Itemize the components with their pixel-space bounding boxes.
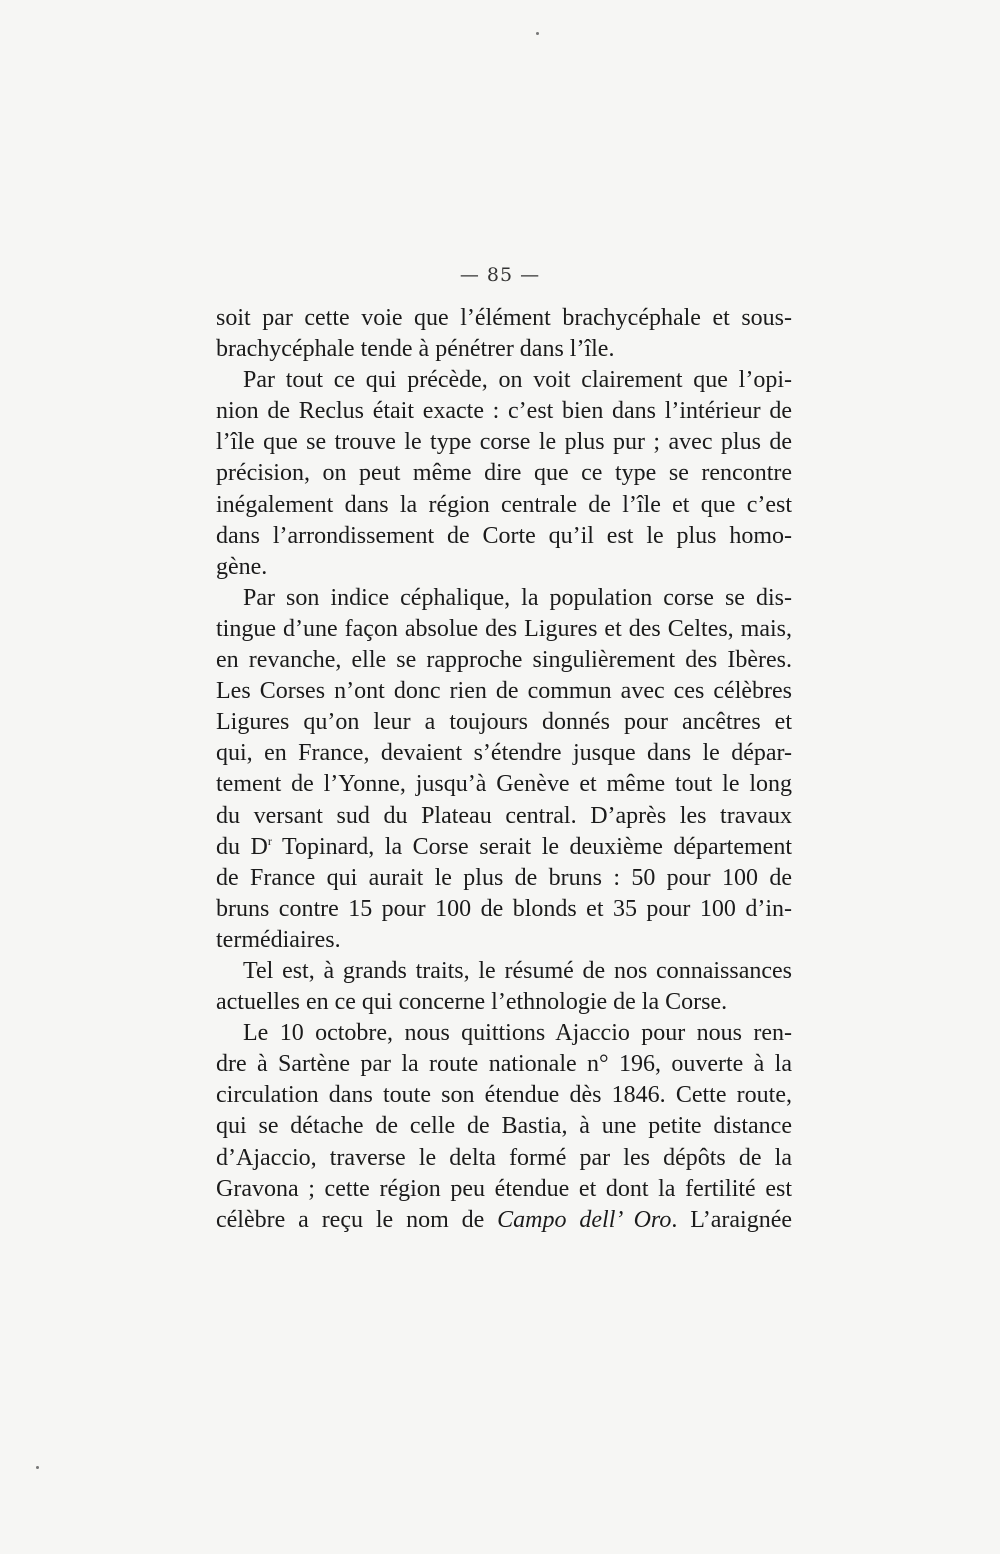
dr-prefix: du D [216, 833, 268, 860]
text-line: circulation dans toute son étendue dès 1846. Cette route, [216, 1082, 792, 1109]
text-line: du versant sud du Plateau central. D’après les travaux [216, 802, 792, 829]
page-number: — 85 — [459, 264, 541, 286]
text-line: dans l’arrondissement de Corte qu’il est le plus homo- [216, 522, 792, 549]
text-line: précision, on peut même dire que ce type se rencontre [216, 460, 792, 487]
text-line: termédiaires. [216, 926, 341, 953]
text-line: qui se détache de celle de Bastia, à une petite distance [216, 1113, 792, 1140]
text-line: tingue d’une façon absolue des Ligures et des Celtes, mais, [216, 615, 792, 642]
text-line: actuelles en ce qui concerne l’ethnologie de la Corse. [216, 989, 728, 1016]
text-line: Gravona ; cette région peu étendue et dont la fertilité est [216, 1175, 792, 1202]
body-text [216, 303, 792, 1236]
text-line: Tel est, à grands traits, le résumé de nos connaissances [243, 957, 792, 984]
text-before-italic: célèbre a reçu le nom de [216, 1206, 498, 1233]
paper-speck [36, 1466, 39, 1469]
italic-place-name: Campo dell’ Oro [497, 1206, 672, 1233]
text-after-italic: . L’araignée [671, 1206, 792, 1233]
text-line: Par son indice céphalique, la population corse se dis- [243, 584, 792, 611]
text-line: de France qui aurait le plus de bruns : 50 pour 100 de [216, 864, 792, 891]
text-line: Les Corses n’ont donc rien de commun avec ces célèbres [216, 678, 792, 705]
text-line: nion de Reclus était exacte : c’est bien dans l’intérieur de [216, 398, 792, 425]
text-line: bruns contre 15 pour 100 de blonds et 35 pour 100 d’in- [216, 895, 792, 922]
text-line: en revanche, elle se rapproche singulièrement des Ibères. [216, 647, 792, 674]
text-line: tement de l’Yonne, jusqu’à Genève et même tout le long [216, 771, 792, 798]
text-line: d’Ajaccio, traverse le delta formé par les dépôts de la [216, 1144, 792, 1171]
text-line: gène. [216, 553, 268, 580]
text-line: l’île que se trouve le type corse le plus pur ; avec plus de [216, 429, 792, 456]
paragraph [216, 1018, 792, 1236]
text-line: soit par cette voie que l’élément brachycéphale et sous- [216, 305, 792, 331]
dr-rest: Topinard, la Corse serait le deuxième département [271, 833, 792, 860]
text-line-dr [216, 832, 792, 863]
paragraph [216, 956, 792, 1018]
text-line-italic [216, 1205, 792, 1236]
text-line: brachycéphale tende à pénétrer dans l’île. [216, 336, 615, 363]
text-line: dre à Sartène par la route nationale n° 196, ouverte à la [216, 1051, 792, 1078]
text-line: Le 10 octobre, nous quittions Ajaccio pour nous ren- [243, 1020, 792, 1047]
text-line: Par tout ce qui précède, on voit clairement que l’opi- [243, 367, 792, 394]
paragraph [216, 365, 792, 583]
text-line: Ligures qu’on leur a toujours donnés pour ancêtres et [216, 709, 792, 736]
text-line: inégalement dans la région centrale de l’île et que c’est [216, 491, 792, 518]
paragraph [216, 583, 792, 956]
paper-speck [536, 32, 539, 35]
dr-superscript: r [267, 833, 272, 848]
paragraph [216, 303, 792, 365]
text-line: qui, en France, devaient s’étendre jusque dans le dépar- [216, 740, 792, 767]
